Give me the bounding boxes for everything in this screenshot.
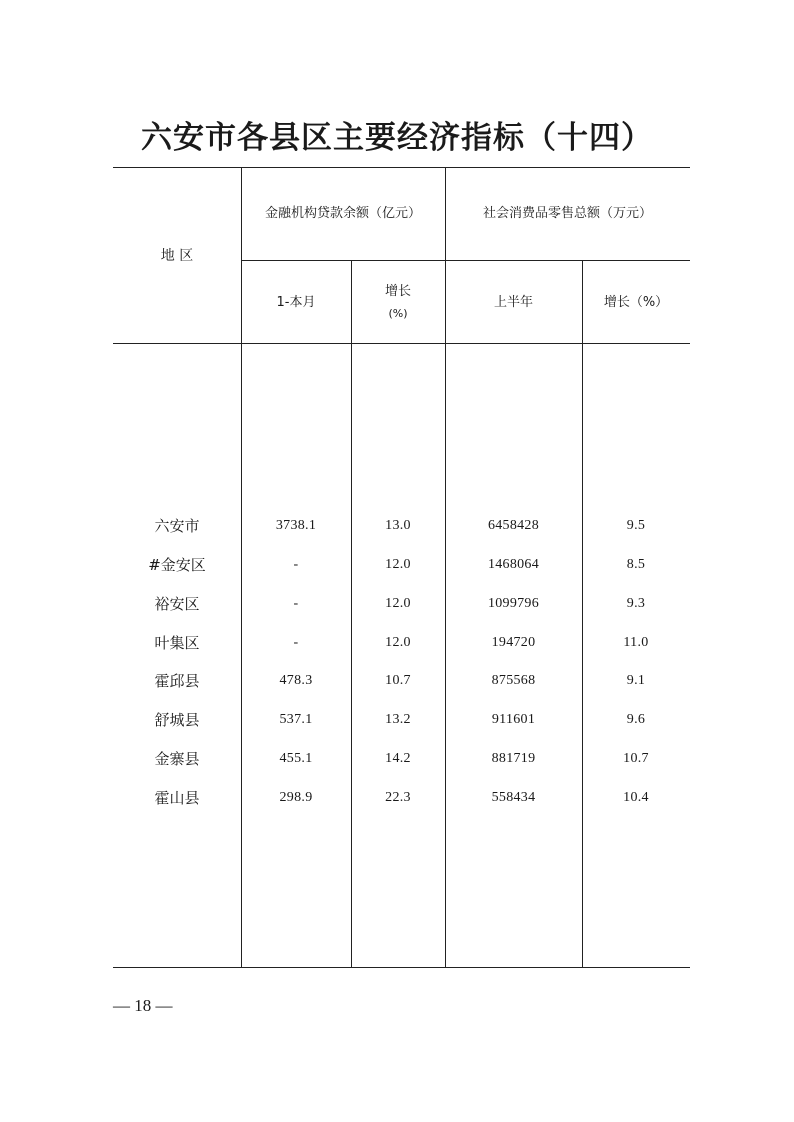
col-divider-retail-growth — [582, 260, 583, 967]
cell-retail-growth: 9.6 — [626, 712, 646, 727]
cell-loan-growth: 14.2 — [385, 751, 411, 766]
cell-loan-growth: 22.3 — [385, 790, 411, 805]
cell-retail-growth: 9.5 — [626, 518, 646, 533]
cell-retail-growth: 9.1 — [626, 673, 646, 688]
cell-region: 舒城县 — [154, 711, 200, 729]
header-loan-balance: 金融机构贷款余额（亿元） — [264, 206, 421, 221]
cell-loan-growth: 10.7 — [385, 673, 411, 688]
header-mid-rule — [241, 260, 690, 261]
header-loan-period: 1-本月 — [276, 295, 316, 310]
cell-retail-growth: 8.5 — [626, 557, 646, 572]
cell-retail: 1099796 — [487, 596, 540, 611]
cell-loan-growth: 12.0 — [385, 596, 411, 611]
header-loan-growth — [351, 283, 445, 323]
header-retail-sales: 社会消费品零售总额（万元） — [482, 206, 652, 221]
cell-region: 六安市 — [154, 517, 200, 535]
cell-retail: 881719 — [491, 751, 536, 766]
page-number: — 18 — — [113, 996, 173, 1015]
cell-loan: 3738.1 — [275, 518, 317, 533]
cell-loan: 298.9 — [279, 790, 313, 805]
table-top-rule — [113, 167, 690, 168]
cell-region: 霍山县 — [154, 789, 200, 807]
cell-region: 金寨县 — [154, 750, 200, 768]
cell-region: 叶集区 — [154, 634, 200, 652]
header-region: 地 区 — [160, 248, 194, 264]
table-bottom-rule — [113, 967, 690, 968]
cell-loan: - — [293, 596, 299, 611]
cell-retail-growth: 11.0 — [623, 635, 649, 650]
cell-loan: - — [293, 635, 299, 650]
header-loan-growth-unit: (%) — [388, 307, 408, 320]
cell-retail: 194720 — [491, 635, 536, 650]
header-bottom-rule — [113, 343, 690, 344]
cell-region: 裕安区 — [154, 595, 200, 613]
cell-retail: 911601 — [491, 712, 536, 727]
cell-loan: - — [293, 557, 299, 572]
cell-loan-growth: 12.0 — [385, 557, 411, 572]
cell-retail-growth: 10.4 — [623, 790, 649, 805]
cell-retail: 6458428 — [487, 518, 540, 533]
cell-retail-growth: 10.7 — [623, 751, 649, 766]
cell-loan-growth: 13.0 — [385, 518, 411, 533]
cell-retail: 558434 — [491, 790, 536, 805]
cell-loan-growth: 12.0 — [385, 635, 411, 650]
col-divider-loan-growth — [351, 260, 352, 967]
cell-loan: 478.3 — [279, 673, 313, 688]
cell-loan: 455.1 — [279, 751, 313, 766]
cell-retail: 1468064 — [487, 557, 540, 572]
header-retail-growth: 增长（%） — [603, 295, 669, 310]
cell-loan: 537.1 — [279, 712, 313, 727]
page-title: 六安市各县区主要经济指标（十四） — [141, 120, 653, 156]
cell-retail-growth: 9.3 — [626, 596, 646, 611]
header-retail-period: 上半年 — [493, 295, 533, 310]
cell-region: 霍邱县 — [154, 672, 200, 690]
header-loan-growth-label: 增长 — [384, 284, 411, 299]
cell-retail: 875568 — [491, 673, 536, 688]
cell-loan-growth: 13.2 — [385, 712, 411, 727]
cell-region: #金安区 — [148, 556, 206, 574]
